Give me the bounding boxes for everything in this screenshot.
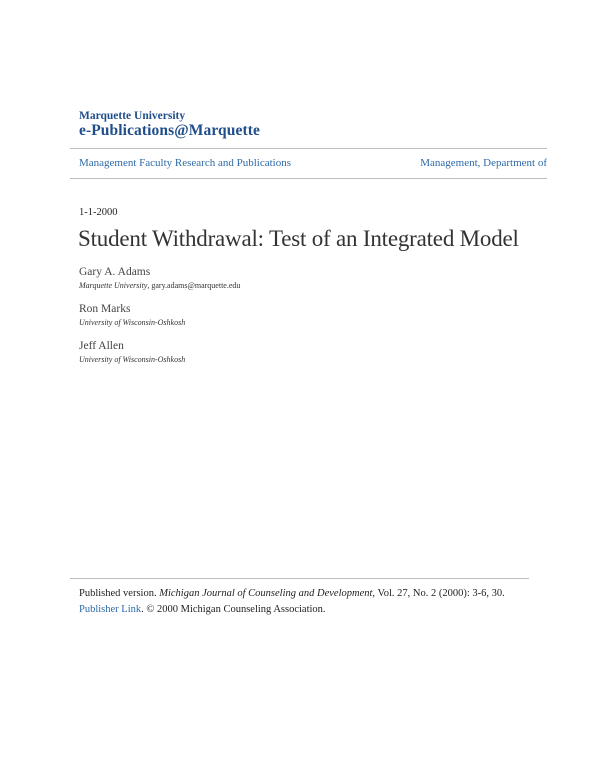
series-link[interactable]: Management Faculty Research and Publications xyxy=(79,157,291,169)
affiliation-text: Marquette University xyxy=(79,281,148,290)
author-name: Gary A. Adams xyxy=(79,266,151,278)
author-email: gary.adams@marquette.edu xyxy=(151,281,241,290)
author-affiliation xyxy=(79,281,240,290)
author-affiliation: University of Wisconsin-Oshkosh xyxy=(79,318,186,327)
citation-prefix: Published version. xyxy=(79,588,160,599)
institution-name: Marquette University xyxy=(79,110,186,122)
document-title: Student Withdrawal: Test of an Integrated Model xyxy=(78,226,519,251)
citation xyxy=(79,586,539,618)
publication-date: 1-1-2000 xyxy=(79,207,118,218)
citation-divider xyxy=(70,578,529,579)
author-name: Jeff Allen xyxy=(79,340,124,352)
nav-divider xyxy=(70,178,547,179)
department-link[interactable]: Management, Department of xyxy=(420,157,547,169)
author-affiliation: University of Wisconsin-Oshkosh xyxy=(79,355,186,364)
separator: , xyxy=(147,281,152,290)
header-divider xyxy=(70,148,547,149)
citation-suffix: . © 2000 Michigan Counseling Association. xyxy=(141,604,326,615)
publisher-link[interactable]: Publisher Link xyxy=(79,604,142,615)
citation-details: , Vol. 27, No. 2 (2000): 3-6, 30. xyxy=(372,588,505,599)
author-name: Ron Marks xyxy=(79,303,131,315)
repository-name: e-Publications@Marquette xyxy=(79,122,260,139)
journal-name: Michigan Journal of Counseling and Development xyxy=(159,588,373,599)
